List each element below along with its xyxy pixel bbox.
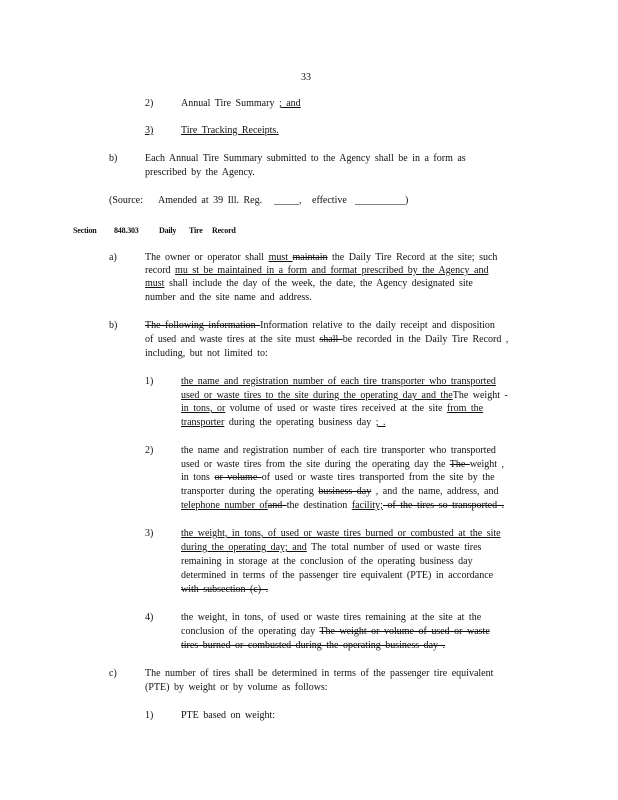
paragraph-label: b) — [109, 320, 118, 331]
source-effective: effective — [312, 195, 347, 206]
subitem-number: 3) — [145, 528, 154, 539]
subitem-line: remaining in storage at the conclusion of the operating business day — [181, 556, 473, 567]
section-title-word: Record — [212, 226, 236, 235]
paragraph-line: (PTE) by weight or by volume as follows: — [145, 682, 328, 693]
subitem-number: 2) — [145, 445, 154, 456]
subitem-line: the weight, in tons, of used or waste tires remaining at the site at the — [181, 612, 482, 623]
source-amended: Amended at 39 Ill. Reg. — [158, 195, 263, 206]
source-prefix: (Source: — [109, 195, 143, 206]
subitem-number: 1) — [145, 710, 154, 721]
paragraph-line: Each Annual Tire Summary submitted to the Agency shall be in a form as — [145, 153, 466, 164]
paragraph-label: a) — [109, 252, 117, 263]
subitem-line: PTE based on weight: — [181, 710, 276, 721]
subitem-line: tires burned or combusted during the operating business day . — [181, 640, 446, 651]
paragraph-line: The owner or operator shall must maintain the Daily Tire Record at the site; such — [145, 252, 498, 263]
subitem-line: the name and registration number of each tire transporter who transported — [181, 376, 496, 387]
list-item-tire-tracking-receipts: Tire Tracking Receipts. — [181, 125, 279, 136]
subitem-number: 4) — [145, 612, 154, 623]
subitem-line: telephone number ofand the destination facility; of the tires so transported . — [181, 500, 505, 511]
subitem-line: the weight, in tons, of used or waste tires burned or combusted at the site — [181, 528, 501, 539]
subitem-line: with subsection (c) . — [181, 584, 269, 595]
subitem-line: transporter during the operating business day , and the name, address, and — [181, 486, 499, 497]
subitem-line: during the operating day; and The total number of used or waste tires — [181, 542, 482, 553]
subitem-line: transporter during the operating business day ; . — [181, 417, 386, 428]
list-item-number: 2) — [145, 98, 154, 109]
paragraph-line: The number of tires shall be determined in terms of the passenger tire equivalent — [145, 668, 494, 679]
subitem-number: 1) — [145, 376, 154, 387]
section-title-word: Daily — [159, 226, 177, 235]
source-blank-date: __________) — [355, 195, 409, 206]
paragraph-label: c) — [109, 668, 117, 679]
subitem-line: conclusion of the operating day The weight or volume of used or waste — [181, 626, 490, 637]
subitem-line: determined in terms of the passenger tire equivalent (PTE) in accordance — [181, 570, 494, 581]
paragraph-line: record mu st be maintained in a form and format prescribed by the Agency and — [145, 265, 489, 276]
source-blank-register: _____, — [274, 195, 302, 206]
item-label: b) — [109, 153, 118, 164]
list-item-annual-tire-summary: Annual Tire Summary ; and — [181, 98, 301, 109]
subitem-line: used or waste tires to the site during the operating day and theThe weight - — [181, 390, 508, 401]
list-item-number: 3) — [145, 125, 154, 136]
section-label: Section — [73, 226, 97, 235]
subitem-line: used or waste tires from the site during the operating day the The weight , — [181, 459, 505, 470]
paragraph-line: must shall include the day of the week, the date, the Agency designated site — [145, 278, 473, 289]
paragraph-line: number and the site name and address. — [145, 292, 312, 303]
page-number: 33 — [301, 72, 311, 83]
section-title-word: Tire — [189, 226, 203, 235]
subitem-line: the name and registration number of each tire transporter who transported — [181, 445, 496, 456]
paragraph-line: The following information Information relative to the daily receipt and disposition — [145, 320, 495, 331]
paragraph-line: of used and waste tires at the site must shall be recorded in the Daily Tire Record , — [145, 334, 509, 345]
paragraph-line: prescribed by the Agency. — [145, 167, 255, 178]
subitem-line: in tons, or volume of used or waste tires received at the site from the — [181, 403, 484, 414]
paragraph-line: including, but not limited to: — [145, 348, 268, 359]
section-number: 848.303 — [114, 226, 139, 235]
subitem-line: in tons or volume of used or waste tires transported from the site by the — [181, 472, 495, 483]
